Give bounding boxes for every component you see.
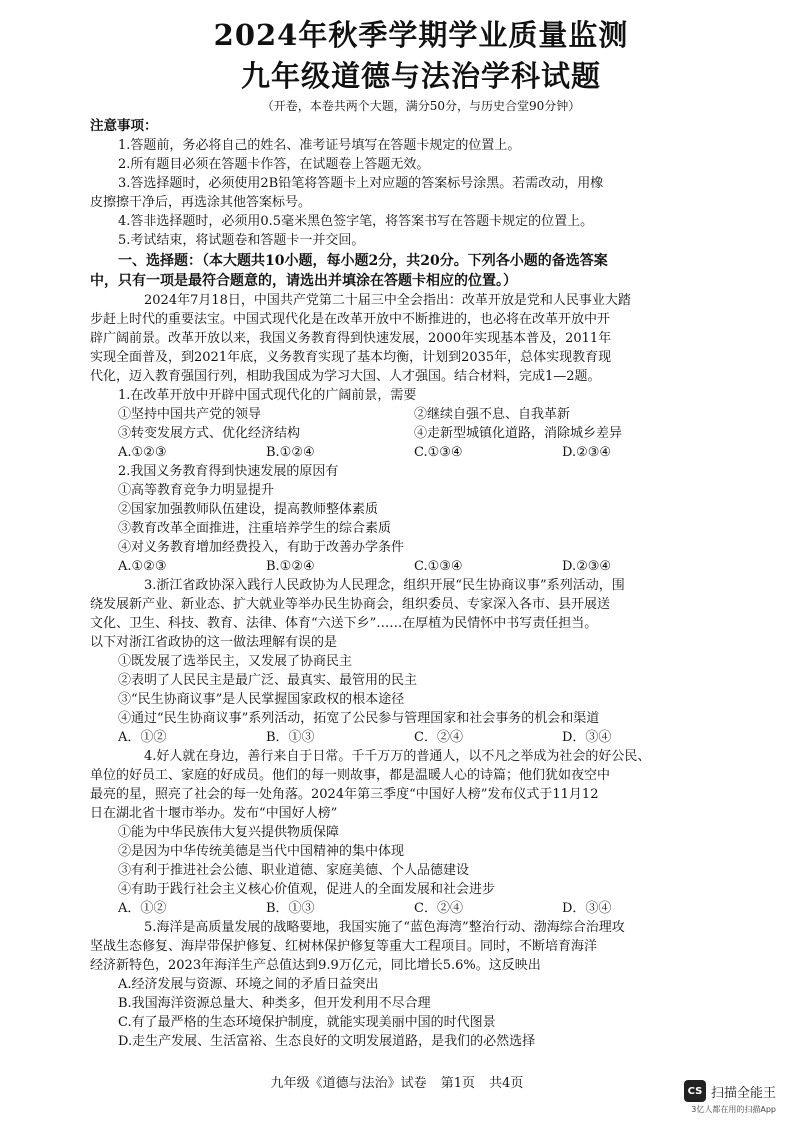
question-stem-line: 4.好人就在身边，善行来自于日常。千千万万的普通人，以不凡之举成为社会的好公民、 bbox=[144, 749, 651, 764]
footer-page-total: 共4页 bbox=[489, 1076, 524, 1091]
question-stem-line: 单位的好员工、家庭的好成员。他们的每一则故事，都是温暖人心的诗篇；他们犹如夜空中 bbox=[90, 768, 611, 783]
question-item: ②继续自强不息、自我革新 bbox=[414, 407, 571, 422]
question-stem-line: 日在湖北省十堰市举办。发布“中国好人榜” bbox=[90, 806, 338, 821]
exam-subtitle: （开卷，本卷共两个大题，满分50分，与历史合堂90分钟） bbox=[261, 99, 581, 113]
answer-option: B．①③ bbox=[266, 901, 315, 916]
page-footer bbox=[0, 1075, 794, 1093]
notice-line: 3.答选择题时，必须使用2B铅笔将答题卡上对应题的答案标号涂黑。若需改动，用橡 bbox=[118, 176, 604, 191]
question-items bbox=[118, 424, 724, 443]
question-stem-line: 以下对浙江省政协的这一做法理解有误的是 bbox=[90, 635, 338, 650]
question-stem-line: 最亮的星，照亮了社会的每一处角落。2024年第三季度“中国好人榜”发布仪式于11月12 bbox=[90, 787, 599, 802]
answer-option: C．②④ bbox=[414, 901, 463, 916]
scanner-app-name: 扫描全能王 bbox=[710, 1085, 776, 1101]
notice-line: 5.考试结束，将试题卷和答题卡一并交回。 bbox=[118, 233, 365, 248]
material-line: 2024年7月18日，中国共产党第二十届三中全会指出：改革开放是党和人民事业大踏 bbox=[144, 293, 631, 308]
question-stem: 1.在改革开放中开辟中国式现代化的广阔前景，需要 bbox=[118, 388, 417, 403]
question-stem-line: 坚战生态修复、海岸带保护修复、红树林保护修复等重大工程项目。同时，不断培育海洋 bbox=[90, 939, 598, 954]
material-1-2 bbox=[90, 291, 724, 386]
footer-exam-name: 九年级《道德与法治》试卷 bbox=[270, 1076, 427, 1091]
answer-option: D.②③④ bbox=[562, 559, 612, 574]
exam-title-line1: 2024年秋季学期学业质量监测 bbox=[213, 18, 629, 52]
answer-options bbox=[118, 443, 724, 462]
answer-option: A.①②③ bbox=[118, 559, 167, 574]
question-item: ①高等教育竞争力明显提升 bbox=[118, 483, 275, 498]
question-item: ②国家加强教师队伍建设，提高教师整体素质 bbox=[118, 502, 379, 517]
notice-block bbox=[90, 117, 724, 250]
question-item: ④有助于践行社会主义核心价值观，促进人的全面发展和社会进步 bbox=[118, 882, 496, 897]
answer-options bbox=[118, 899, 724, 918]
notice-line: 皮擦擦干净后，再选涂其他答案标号。 bbox=[90, 195, 312, 210]
notice-line: 2.所有题目必须在答题卡作答，在试题卷上答题无效。 bbox=[118, 157, 430, 172]
camscanner-logo-icon: CS bbox=[684, 1080, 706, 1102]
answer-option: B.①②④ bbox=[266, 559, 315, 574]
answer-option: C.①③④ bbox=[414, 445, 463, 460]
notice-line: 4.答非选择题时，必须用0.5毫米黑色签字笔，将答案书写在答题卡规定的位置上。 bbox=[118, 214, 594, 229]
scanner-watermark bbox=[684, 1080, 776, 1102]
material-line: 代化，迈入教育强国行列，相助我国成为学习大国、人才强国。结合材料，完成1—2题。 bbox=[90, 369, 601, 384]
notice-heading: 注意事项： bbox=[90, 118, 158, 134]
exam-title-line2: 九年级道德与法治学科试题 bbox=[240, 59, 601, 93]
question-item: ①既发展了选举民主，又发展了协商民主 bbox=[118, 654, 353, 669]
question-item: ③有利于推进社会公德、职业道德、家庭美德、个人品德建设 bbox=[118, 863, 470, 878]
section-heading: 一、选择题：（本大题共10小题，每小题2分，共20分。下列各小题的备选答案 bbox=[118, 253, 608, 269]
question-item: ①能为中华民族伟大复兴提供物质保障 bbox=[118, 825, 340, 840]
answer-options bbox=[118, 728, 724, 747]
question-item: ②是因为中华传统美德是当代中国精神的集中体现 bbox=[118, 844, 405, 859]
section-heading-cont: 中，只有一项是最符合题意的，请选出并填涂在答题卡相应的位置。） bbox=[90, 273, 517, 289]
answer-option: C.有了最严格的生态环境保护制度，就能实现美丽中国的时代图景 bbox=[118, 1015, 496, 1030]
answer-option: B．①③ bbox=[266, 730, 315, 745]
material-line: 步赶上时代的重要法宝。中国式现代化是在改革开放中不断推进的，也必将在改革开放中开 bbox=[90, 312, 611, 327]
question-item: ④走新型城镇化道路，消除城乡差异 bbox=[414, 426, 623, 441]
answer-option: D.②③④ bbox=[562, 445, 612, 460]
question-3 bbox=[90, 576, 724, 747]
answer-option: A．①② bbox=[118, 730, 167, 745]
question-4 bbox=[90, 747, 724, 918]
question-stem-line: 绕发展新产业、新业态、扩大就业等举办民生协商会，组织委员、专家深入各市、县开展送 bbox=[90, 597, 611, 612]
question-item: ③教育改革全面推进，注重培养学生的综合素质 bbox=[118, 521, 392, 536]
scanner-tagline: 3亿人都在用的扫描App bbox=[691, 1105, 776, 1114]
answer-option: A．①② bbox=[118, 901, 167, 916]
answer-option: A.经济发展与资源、环境之间的矛盾日益突出 bbox=[118, 977, 379, 992]
question-item: ③“民生协商议事”是人民掌握国家政权的根本途径 bbox=[118, 692, 405, 707]
answer-option: B.①②④ bbox=[266, 445, 315, 460]
answer-option: D．③④ bbox=[562, 901, 612, 916]
question-item: ③转变发展方式、优化经济结构 bbox=[118, 426, 301, 441]
material-line: 实现全面普及，到2021年底，义务教育实现了基本均衡，计划到2035年，总体实现教育现 bbox=[90, 350, 612, 365]
answer-option: D．③④ bbox=[562, 730, 612, 745]
question-stem-line: 经济新特色，2023年海洋生产总值达到9.9万亿元，同比增长5.6%。这反映出 bbox=[90, 958, 541, 973]
question-item: ④对义务教育增加经费投入，有助于改善办学条件 bbox=[118, 540, 405, 555]
answer-option: C．②④ bbox=[414, 730, 463, 745]
question-item: ②表明了人民民主是最广泛、最真实、最管用的民主 bbox=[118, 673, 418, 688]
question-item: ①坚持中国共产党的领导 bbox=[118, 407, 262, 422]
material-line: 辟广阔前景。改革开放以来，我国义务教育得到快速发展，2000年实现基本普及，2011年 bbox=[90, 331, 612, 346]
answer-option: D.走生产发展、生活富裕、生态良好的文明发展道路，是我们的必然选择 bbox=[118, 1034, 536, 1049]
question-items bbox=[118, 405, 724, 424]
question-item: ④通过“民生协商议事”系列活动，拓宽了公民参与管理国家和社会事务的机会和渠道 bbox=[118, 711, 600, 726]
question-stem-line: 3.浙江省政协深入践行人民政协为人民理念，组织开展“民生协商议事”系列活动，围 bbox=[144, 578, 625, 593]
question-1 bbox=[118, 386, 724, 462]
answer-option: B.我国海洋资源总量大、种类多，但开发利用不尽合理 bbox=[118, 996, 431, 1011]
notice-line: 1.答题前，务必将自己的姓名、准考证号填写在答题卡规定的位置上。 bbox=[118, 138, 521, 153]
question-2 bbox=[118, 462, 724, 576]
answer-options bbox=[118, 557, 724, 576]
question-stem-line: 5.海洋是高质量发展的战略要地，我国实施了“蓝色海湾”整治行动、渤海综合治理攻 bbox=[144, 920, 625, 935]
question-stem: 2.我国义务教育得到快速发展的原因有 bbox=[118, 464, 339, 479]
footer-page-number: 第1页 bbox=[440, 1076, 475, 1091]
answer-option: A.①②③ bbox=[118, 445, 167, 460]
question-stem-line: 文化、卫生、科技、教育、法律、体育“六送下乡”……在厚植为民情怀中书写责任担当。 bbox=[90, 616, 598, 631]
question-5 bbox=[90, 918, 724, 1051]
answer-option: C.①③④ bbox=[414, 559, 463, 574]
